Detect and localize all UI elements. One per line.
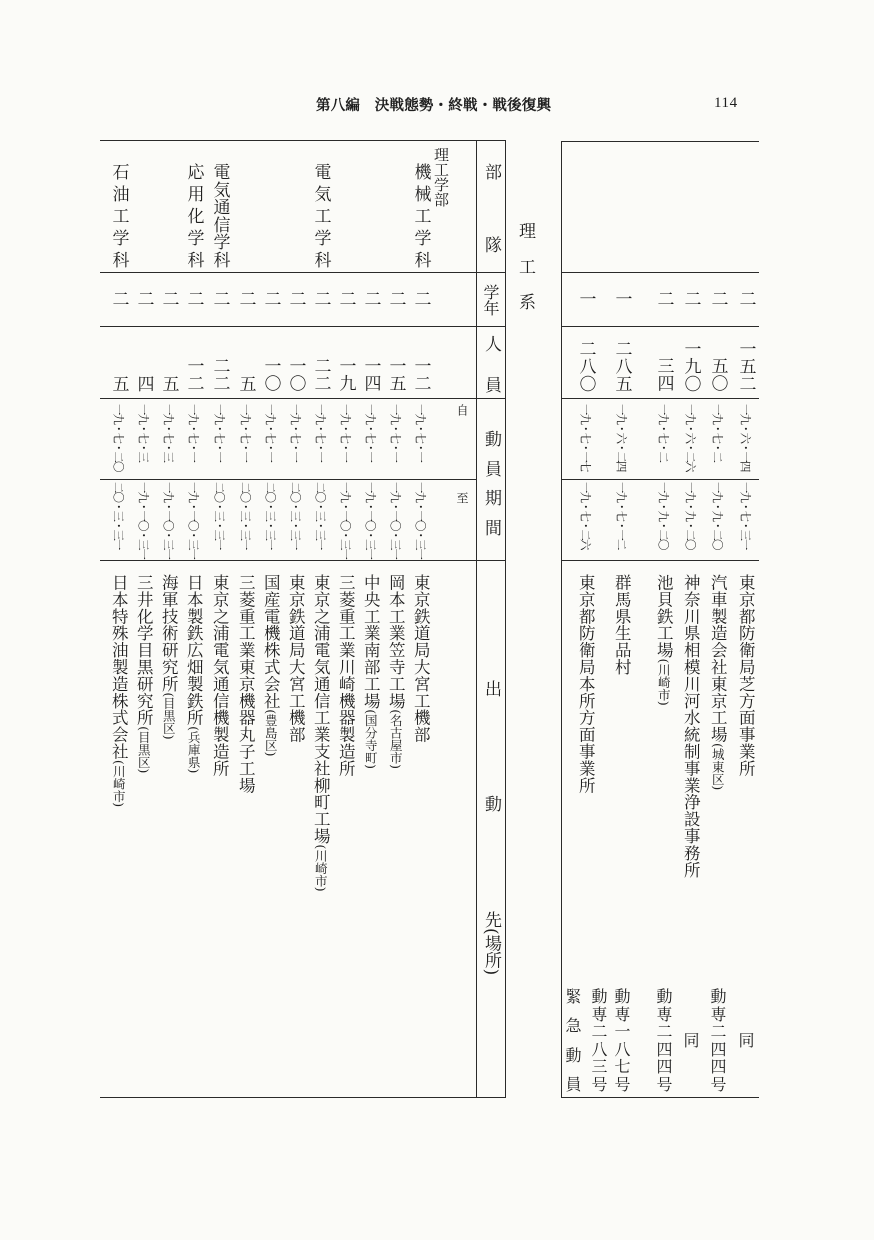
destination-name: 三菱重工業東京機器丸子工場 (236, 574, 256, 794)
label-glyph: 動 (654, 988, 673, 1004)
left-row-8-period-from: 一九・七・一 (238, 404, 253, 461)
table-rule (561, 1097, 759, 1098)
left-row-9-period-to: 二〇・三・三一 (212, 482, 227, 549)
right-row-4-period-from: 一九・七・二 (656, 404, 671, 461)
label-glyph: 電 (209, 163, 230, 180)
left-row-8-personnel: 五 (235, 374, 256, 392)
label-glyph: 用 (183, 185, 204, 202)
label-glyph: 石 (108, 163, 129, 180)
label-glyph: 科 (183, 251, 204, 268)
label-glyph: 人 (481, 335, 501, 352)
left-row-8-destination (237, 574, 254, 794)
destination-name: 東京都防衛局芝方面事業所 (736, 574, 756, 777)
destination-location-note: (兵庫県) (186, 726, 202, 774)
left-row-2-period-from: 一九・七・一 (388, 404, 403, 461)
department-label (211, 163, 228, 268)
left-row-13-period-from: 一九・七・二〇 (111, 404, 126, 471)
right-row-3-period-from: 一九・六・二六 (683, 404, 698, 471)
label-glyph: 学 (209, 233, 230, 251)
left-row-7-period-to: 二〇・三・三一 (263, 482, 278, 549)
header-period-from: 自 (455, 404, 469, 416)
left-row-2-grade: 二 (385, 290, 406, 307)
label-glyph: 二 (708, 1023, 727, 1040)
left-row-12-period-to: 一九・一〇・三一 (136, 482, 151, 558)
table-rule (100, 479, 476, 480)
left-row-6-period-from: 一九・七・一 (288, 404, 303, 461)
left-row-3-destination (362, 574, 379, 769)
left-row-11-personnel: 五 (158, 374, 179, 392)
right-row-6-grade: 一 (575, 290, 596, 307)
label-glyph: 工 (515, 257, 535, 275)
left-row-6-grade: 二 (285, 290, 306, 307)
label-glyph: 動 (612, 988, 631, 1004)
table-rule (100, 1097, 506, 1098)
right-row-1-period-to: 一九・七・三一 (738, 482, 753, 549)
left-row-5-personnel: 二二 (310, 357, 331, 392)
right-row-1-destination (737, 574, 754, 777)
header-personnel (482, 335, 499, 393)
left-row-1-personnel: 一二 (410, 357, 431, 392)
label-glyph: 一 (612, 1023, 631, 1040)
left-row-6-personnel: 一〇 (285, 357, 306, 392)
destination-location-note: (川崎市) (111, 759, 127, 808)
label-glyph: 信 (209, 215, 230, 233)
right-row-2-period-to: 一九・九・二〇 (710, 482, 725, 549)
header-period (482, 430, 499, 536)
right-row-3-grade: 二 (680, 290, 701, 307)
right-row-6-period-to: 一九・七・二六 (578, 482, 593, 549)
table-rule (561, 141, 759, 142)
left-row-7-destination (262, 574, 279, 756)
section-label (516, 222, 533, 310)
department-label (185, 163, 202, 268)
table-rule (561, 560, 759, 561)
destination-location-note: (川崎市) (656, 658, 672, 706)
label-glyph: 緊 (563, 988, 582, 1004)
destination-location-note: (豊島区) (263, 709, 279, 757)
left-row-12-grade: 二 (133, 290, 154, 307)
left-row-6-period-to: 二〇・三・三一 (288, 482, 303, 549)
left-row-11-destination (160, 574, 177, 740)
label-glyph: 四 (654, 1058, 673, 1075)
destination-name: 海軍技術研究所 (159, 574, 179, 693)
left-row-5-period-to: 二〇・三・三一 (313, 482, 328, 549)
label-glyph: 同 (736, 1032, 755, 1048)
left-row-4-period-to: 一九・一〇・三一 (338, 482, 353, 558)
left-row-10-period-to: 一九・一〇・三一 (186, 482, 201, 558)
label-glyph: 工 (108, 207, 129, 224)
destination-name: 東京鉄道局大宮工機部 (411, 574, 431, 743)
right-row-6-personnel: 二八〇 (575, 339, 596, 392)
label-glyph: 通 (209, 198, 230, 216)
remark-cell (564, 988, 580, 1092)
label-glyph: 急 (563, 1017, 582, 1034)
label-glyph: 専 (612, 1005, 631, 1022)
destination-name: 中央工業南部工場 (361, 574, 381, 710)
destination-name: 東京鉄道局大宮工機部 (286, 574, 306, 743)
header-period-to: 至 (455, 492, 469, 504)
table-rule (100, 140, 506, 141)
left-row-10-period-from: 一九・七・一 (186, 404, 201, 461)
label-glyph: 電 (310, 163, 331, 180)
left-row-9-destination (211, 574, 228, 777)
header-grade: 学年 (481, 284, 500, 316)
label-glyph: 専 (708, 1005, 727, 1022)
destination-location-note: (目黒区) (136, 726, 152, 774)
label-glyph: 四 (708, 1040, 727, 1057)
label-glyph: 動 (589, 988, 608, 1004)
destination-name: 日本特殊油製造株式会社 (109, 574, 129, 760)
destination-name: 東京之浦電気通信機製造所 (210, 574, 230, 777)
label-glyph: 学 (183, 229, 204, 246)
right-row-6-destination (577, 574, 594, 794)
left-row-1-period-from: 一九・七・一 (413, 404, 428, 461)
destination-name: 群馬県生品村 (612, 574, 632, 676)
left-row-7-period-from: 一九・七・一 (263, 404, 278, 461)
label-glyph: 員 (481, 376, 501, 393)
right-row-2-grade: 二 (707, 290, 728, 307)
label-glyph: 化 (183, 207, 204, 224)
right-row-3-personnel: 一九〇 (680, 339, 701, 392)
right-row-1-grade: 二 (735, 290, 756, 307)
left-row-4-period-from: 一九・七・一 (338, 404, 353, 461)
destination-name: 汽車製造会社東京工場 (708, 574, 728, 743)
right-row-4-grade: 二 (653, 290, 674, 307)
label-glyph: 専 (589, 1005, 608, 1022)
label-glyph: 四 (654, 1040, 673, 1057)
right-row-6-period-from: 一九・七・一七 (578, 404, 593, 471)
remark-cell (655, 988, 671, 1092)
remark-cell (709, 988, 725, 1092)
left-row-2-period-to: 一九・一〇・三一 (388, 482, 403, 558)
table-rule (476, 140, 477, 1097)
left-row-3-period-to: 一九・一〇・三一 (363, 482, 378, 558)
running-header-title: 第八編 決戦態勢・終戦・戦後復興 (316, 97, 552, 114)
right-row-4-personnel: 三四 (653, 357, 674, 392)
destination-location-note: (城東区) (710, 743, 726, 791)
label-glyph: 二 (654, 1023, 673, 1040)
label-glyph: 同 (681, 1032, 700, 1048)
left-row-3-period-from: 一九・七・一 (363, 404, 378, 461)
faculty-label: 理工学部 (432, 147, 450, 207)
table-rule (561, 398, 759, 399)
left-row-9-period-from: 一九・七・一 (212, 404, 227, 461)
destination-name: 三井化学目黒研究所 (134, 574, 154, 727)
page-number: 114 (714, 95, 738, 111)
label-glyph: 学 (108, 229, 129, 246)
destination-location-note: (名古屋市) (388, 709, 404, 769)
left-row-4-destination (337, 574, 354, 777)
destination-name: 岡本工業笠寺工場 (386, 574, 406, 710)
label-glyph: 科 (410, 251, 431, 268)
label-glyph: 号 (612, 1075, 631, 1092)
label-glyph: 専 (654, 1005, 673, 1022)
label-glyph: 科 (310, 251, 331, 268)
right-row-5-period-from: 一九・六・二四 (614, 404, 629, 471)
left-row-2-destination (387, 574, 404, 769)
label-glyph: 員 (563, 1075, 582, 1092)
left-row-7-grade: 二 (260, 290, 281, 307)
left-row-12-period-from: 一九・七・三 (136, 404, 151, 461)
right-row-5-destination (613, 574, 630, 675)
label-glyph: 期 (481, 489, 501, 507)
label-glyph: 先(場所) (481, 910, 501, 975)
destination-name: 三菱重工業川崎機器製造所 (336, 574, 356, 777)
left-row-4-personnel: 一九 (335, 357, 356, 392)
left-row-10-grade: 二 (183, 290, 204, 307)
header-unit (482, 163, 499, 253)
label-glyph: 七 (612, 1058, 631, 1075)
left-row-11-period-from: 一九・七・三 (161, 404, 176, 461)
destination-name: 日本製鉄広畑製鉄所 (184, 574, 204, 727)
label-glyph: 応 (183, 163, 204, 180)
right-row-2-destination (709, 574, 726, 790)
destination-name: 東京都防衛局本所方面事業所 (576, 574, 596, 794)
left-row-10-personnel: 一二 (183, 357, 204, 392)
label-glyph: 四 (708, 1058, 727, 1075)
label-glyph: 号 (708, 1075, 727, 1092)
left-row-5-grade: 二 (310, 290, 331, 307)
table-rule (561, 141, 562, 1097)
label-glyph: 学 (310, 229, 331, 246)
left-row-13-grade: 二 (108, 290, 129, 307)
right-row-4-period-to: 一九・九・二〇 (656, 482, 671, 549)
label-glyph: 気 (209, 180, 230, 198)
table-rule (561, 479, 759, 480)
label-glyph: 隊 (481, 236, 501, 253)
left-row-13-personnel: 五 (108, 374, 129, 392)
label-glyph: 二 (589, 1023, 608, 1040)
left-row-5-destination (312, 574, 329, 892)
label-glyph: 動 (481, 795, 501, 813)
remark-cell (737, 988, 753, 1092)
left-row-9-grade: 二 (209, 290, 230, 307)
label-glyph: 出 (481, 680, 501, 697)
label-glyph: 機 (410, 163, 431, 180)
left-row-5-period-from: 一九・七・一 (313, 404, 328, 461)
left-row-10-destination (185, 574, 202, 773)
right-row-3-destination (682, 574, 699, 878)
remark-cell (590, 988, 606, 1092)
left-row-12-destination (135, 574, 152, 773)
label-glyph: 八 (589, 1040, 608, 1057)
remark-cell (613, 988, 629, 1092)
destination-name: 池貝鉄工場 (654, 574, 674, 659)
table-rule (100, 560, 506, 561)
label-glyph: 械 (410, 185, 431, 202)
left-row-13-destination (110, 574, 127, 807)
left-row-6-destination (287, 574, 304, 743)
label-glyph: 間 (481, 518, 501, 536)
destination-location-note: (目黒区) (161, 692, 177, 740)
table-rule (100, 272, 506, 273)
label-glyph: 動 (563, 1046, 582, 1063)
destination-location-note: (国分寺町) (363, 709, 379, 769)
right-row-4-destination (655, 574, 672, 706)
right-row-3-period-to: 一九・九・二〇 (683, 482, 698, 549)
label-glyph: 動 (481, 430, 501, 447)
department-label (312, 163, 329, 268)
label-glyph: 理 (515, 222, 535, 239)
left-row-8-grade: 二 (235, 290, 256, 307)
label-glyph: 三 (589, 1058, 608, 1075)
left-row-2-personnel: 一五 (385, 357, 406, 392)
label-glyph: 科 (108, 251, 129, 268)
destination-name: 神奈川県相模川河水統制事業浄設事務所 (681, 574, 701, 879)
department-label (110, 163, 127, 268)
left-row-1-period-to: 一九・一〇・三一 (413, 482, 428, 558)
label-glyph: 部 (481, 163, 501, 180)
left-row-11-period-to: 一九・一〇・三一 (161, 482, 176, 558)
right-row-1-period-from: 一九・六・一四 (738, 404, 753, 471)
table-rule (561, 326, 759, 327)
label-glyph: 動 (708, 988, 727, 1004)
right-row-2-personnel: 五〇 (707, 357, 728, 392)
table-rule (505, 140, 506, 1097)
destination-location-note: (川崎市) (313, 844, 329, 892)
label-glyph: 員 (481, 459, 501, 477)
destination-name: 国産電機株式会社 (261, 574, 281, 710)
left-row-8-period-to: 二〇・三・三一 (238, 482, 253, 549)
remark-cell (682, 988, 698, 1092)
right-row-2-period-from: 一九・七・二 (710, 404, 725, 461)
right-row-5-personnel: 二八五 (611, 339, 632, 392)
label-glyph: 号 (589, 1075, 608, 1092)
label-glyph: 八 (612, 1040, 631, 1057)
right-row-5-period-to: 一九・七・一二 (614, 482, 629, 549)
label-glyph: 油 (108, 185, 129, 202)
label-glyph: 科 (209, 250, 230, 268)
table-rule (561, 272, 759, 273)
header-destination (482, 680, 499, 975)
left-row-3-grade: 二 (360, 290, 381, 307)
left-row-13-period-to: 二〇・三・三一 (111, 482, 126, 549)
label-glyph: 系 (515, 293, 535, 310)
label-glyph: 気 (310, 185, 331, 202)
table-rule (100, 398, 506, 399)
left-row-4-grade: 二 (335, 290, 356, 307)
label-glyph: 工 (310, 207, 331, 224)
left-row-1-grade: 二 (410, 290, 431, 307)
destination-name: 東京之浦電気通信工業支社柳町工場 (311, 574, 331, 845)
left-row-11-grade: 二 (158, 290, 179, 307)
label-glyph: 号 (654, 1075, 673, 1092)
left-row-1-destination (412, 574, 429, 743)
table-rule (100, 326, 506, 327)
left-row-7-personnel: 一〇 (260, 357, 281, 392)
department-label (412, 163, 429, 268)
left-row-3-personnel: 一四 (360, 357, 381, 392)
left-row-9-personnel: 二二 (209, 357, 230, 392)
right-row-5-grade: 一 (611, 290, 632, 307)
label-glyph: 工 (410, 207, 431, 224)
left-row-12-personnel: 四 (133, 374, 154, 392)
label-glyph: 学 (410, 229, 431, 246)
right-row-1-personnel: 一五二 (735, 339, 756, 392)
